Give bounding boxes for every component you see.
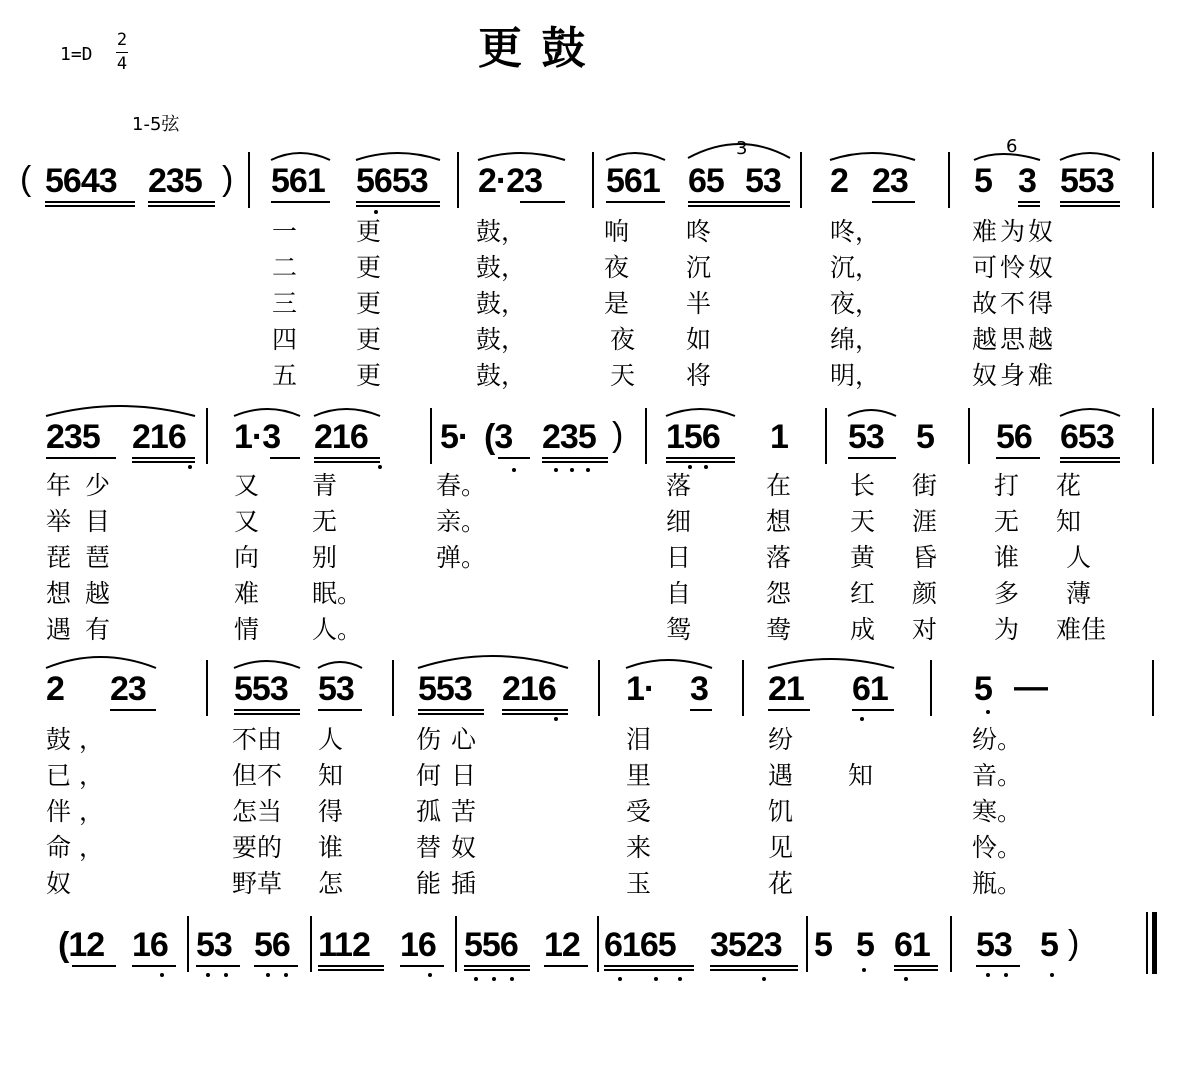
lyric: 瓶。	[972, 869, 1023, 898]
lyric: 半	[686, 289, 712, 318]
note-group: 1·	[626, 670, 655, 708]
lyric: 落	[766, 543, 792, 572]
lyric: 想越	[46, 579, 125, 608]
lyric: 鼓，	[46, 725, 113, 754]
note-group: 235	[148, 162, 202, 200]
note-group: 216	[502, 670, 556, 708]
lyric: 无	[312, 507, 338, 536]
note-group: 553	[418, 670, 472, 708]
lyric: 年少	[46, 471, 125, 500]
lyric: 更	[356, 289, 382, 318]
note-group: 561	[606, 162, 660, 200]
lyric: 可怜奴	[972, 253, 1057, 282]
lyric: 怜。	[972, 833, 1023, 862]
lyric: 鼓，	[476, 325, 527, 354]
lyric: 鸯	[766, 615, 792, 644]
lyric: 里	[626, 761, 652, 790]
lyric: 人。	[312, 615, 363, 644]
note-group: 21	[768, 670, 804, 708]
lyric: 明，	[830, 361, 881, 390]
lyric: 黄	[850, 543, 876, 572]
lyric: 奴	[46, 869, 72, 898]
note-group: 653	[1060, 418, 1114, 456]
time-numerator: 2	[116, 30, 128, 50]
intro-close-paren: )	[222, 160, 233, 198]
lyric: 知	[1056, 507, 1082, 536]
lyric: 鼓，	[476, 289, 527, 318]
lyric: 难	[234, 579, 260, 608]
lyric: 更	[356, 217, 382, 246]
lyric: 无	[994, 507, 1020, 536]
note-group: 5	[856, 926, 874, 964]
lyric: 夜，	[830, 289, 881, 318]
lyric: 天	[610, 361, 636, 390]
lyric: 颜	[912, 579, 938, 608]
lyric: 对	[912, 615, 938, 644]
lyric: 音。	[972, 761, 1023, 790]
lyric: 情	[234, 615, 260, 644]
note-group: 61	[852, 670, 888, 708]
lyric: 鼓，	[476, 217, 527, 246]
lyric: 弹。	[436, 543, 487, 572]
lyric: 饥	[768, 797, 794, 826]
note-group: 23	[110, 670, 146, 708]
lyric: 夜	[604, 253, 630, 282]
note-group: 5643	[45, 162, 117, 200]
lyric: 细	[666, 507, 692, 536]
lyric: 遇有	[46, 615, 125, 644]
lyric: 一	[272, 217, 298, 246]
note-group: 553	[1060, 162, 1114, 200]
lyric: 涯	[912, 507, 938, 536]
note-group: 2	[830, 162, 848, 200]
key-signature: 1=D	[60, 44, 93, 65]
lyric: 自	[666, 579, 692, 608]
lyric: 又	[234, 507, 260, 536]
time-denominator: 4	[116, 54, 128, 74]
note-group: 16	[132, 926, 168, 964]
note-group: 5	[974, 162, 992, 200]
lyric: 难佳	[1056, 615, 1107, 644]
note-group: 216	[314, 418, 368, 456]
lyric: 咚	[686, 217, 712, 246]
note-group: 5653	[356, 162, 428, 200]
lyric: 将	[686, 361, 712, 390]
lyric: 知	[848, 761, 874, 790]
lyric: 亲。	[436, 507, 487, 536]
note-group: 5·	[440, 418, 469, 456]
note-group: 12	[544, 926, 580, 964]
lyric: 谁	[318, 833, 344, 862]
lyric: 更	[356, 253, 382, 282]
lyric: 难为奴	[972, 217, 1057, 246]
note-group: 112	[318, 926, 370, 964]
lyric: 举目	[46, 507, 125, 536]
note-group: 5	[974, 670, 992, 708]
lyric: 成	[850, 615, 876, 644]
lyric: 伴，	[46, 797, 113, 826]
note-group: 5	[916, 418, 934, 456]
note-group: 61	[894, 926, 930, 964]
lyric: 落	[666, 471, 692, 500]
lyric: 伤心	[416, 725, 487, 754]
song-title: 更 鼓	[478, 23, 588, 74]
note-group: (3	[484, 418, 513, 456]
lyric: 来	[626, 833, 652, 862]
lyric: 故不得	[972, 289, 1057, 318]
lyric: 人	[318, 725, 344, 754]
lyric: 长	[850, 471, 876, 500]
lyric: 鼓，	[476, 253, 527, 282]
lyric: 不由	[232, 725, 283, 754]
note-group: 235	[542, 418, 596, 456]
lyric: 越思越	[972, 325, 1057, 354]
lyric: 打	[994, 471, 1020, 500]
note-group: 1	[770, 418, 788, 456]
lyric: 薄	[1066, 579, 1092, 608]
lyric: 天	[850, 507, 876, 536]
lyric: 孤苦	[416, 797, 487, 826]
note-group: 53	[318, 670, 354, 708]
lyric: 二	[272, 253, 298, 282]
lyric: 怎当	[232, 797, 283, 826]
lyric: 青	[312, 471, 338, 500]
lyric: 五	[272, 361, 298, 390]
note-group: 53	[848, 418, 884, 456]
note-group: (12	[58, 926, 105, 964]
lyric: 花	[768, 869, 794, 898]
note-group: 235	[46, 418, 100, 456]
note-group: 3523	[710, 926, 782, 964]
lyric: 遇	[768, 761, 794, 790]
lyric: 何日	[416, 761, 487, 790]
lyric: 三	[272, 289, 298, 318]
note-group: 556	[464, 926, 518, 964]
lyric: 谁	[994, 543, 1020, 572]
lyric: 更	[356, 325, 382, 354]
lyric: 沉	[686, 253, 712, 282]
lyric: 日	[666, 543, 692, 572]
lyric: 奴身难	[972, 361, 1057, 390]
note-group: 56	[254, 926, 290, 964]
note-group: 2	[46, 670, 64, 708]
note-group: 3	[690, 670, 708, 708]
lyric: 在	[766, 471, 792, 500]
note-group: 5	[1040, 926, 1058, 964]
lyric: 纷	[768, 725, 794, 754]
note-group: 56	[996, 418, 1032, 456]
lyric: 沉，	[830, 253, 881, 282]
lyric: 鼓，	[476, 361, 527, 390]
lyric: 命，	[46, 833, 113, 862]
lyric: 多	[994, 579, 1020, 608]
lyric: 泪	[626, 725, 652, 754]
lyric: 想	[766, 507, 792, 536]
note-group: 3	[1018, 162, 1036, 200]
lyric: 昏	[912, 543, 938, 572]
note-group: 2·23	[478, 162, 543, 200]
lyric: 玉	[626, 869, 652, 898]
lyric: 响	[604, 217, 630, 246]
lyric: 见	[768, 833, 794, 862]
lyric: 更	[356, 361, 382, 390]
lyric: 能插	[416, 869, 487, 898]
lyric: 野草	[232, 869, 283, 898]
triplet-mark: 3	[736, 138, 748, 159]
note-group: 53	[196, 926, 232, 964]
lyric: 如	[686, 325, 712, 354]
lyric: 为	[994, 615, 1020, 644]
lyric: 向	[234, 543, 260, 572]
lyric: 要的	[232, 833, 283, 862]
lyric: 知	[318, 761, 344, 790]
instrument-note: 1-5弦	[132, 114, 180, 135]
note-group: 53	[745, 162, 781, 200]
note-group: 1·3	[234, 418, 281, 456]
lyric: 人	[1066, 543, 1092, 572]
lyric: 四	[272, 325, 298, 354]
note-group: 16	[400, 926, 436, 964]
lyric: 怎	[318, 869, 344, 898]
lyric: 街	[912, 471, 938, 500]
lyric: 替奴	[416, 833, 487, 862]
lyric: 怨	[766, 579, 792, 608]
note-group: 53	[976, 926, 1012, 964]
lyric: 已，	[46, 761, 113, 790]
lyric: 绵，	[830, 325, 881, 354]
note-group: 561	[271, 162, 325, 200]
close-paren: )	[1068, 924, 1079, 962]
lyric: 受	[626, 797, 652, 826]
lyric: 鸳	[666, 615, 692, 644]
note-group: 6165	[604, 926, 676, 964]
note-dash: —	[1014, 668, 1047, 706]
intro-open-paren: (	[20, 160, 31, 198]
lyric: 但不	[232, 761, 283, 790]
close-paren: )	[612, 416, 623, 454]
note-group: 156	[666, 418, 720, 456]
lyric: 得	[318, 797, 344, 826]
lyric: 春。	[436, 471, 487, 500]
lyric: 别	[312, 543, 338, 572]
lyric: 是	[604, 289, 630, 318]
note-group: 216	[132, 418, 186, 456]
lyric: 琵琶	[46, 543, 125, 572]
lyric: 又	[234, 471, 260, 500]
lyric: 咚，	[830, 217, 881, 246]
lyric: 眠。	[312, 579, 363, 608]
sextuplet-mark: 6	[1006, 136, 1018, 157]
lyric: 花	[1056, 471, 1082, 500]
lyric: 夜	[610, 325, 636, 354]
note-group: 65	[688, 162, 724, 200]
note-group: 23	[872, 162, 908, 200]
note-group: 553	[234, 670, 288, 708]
lyric: 纷。	[972, 725, 1023, 754]
lyric: 红	[850, 579, 876, 608]
lyric: 寒。	[972, 797, 1023, 826]
note-group: 5	[814, 926, 832, 964]
